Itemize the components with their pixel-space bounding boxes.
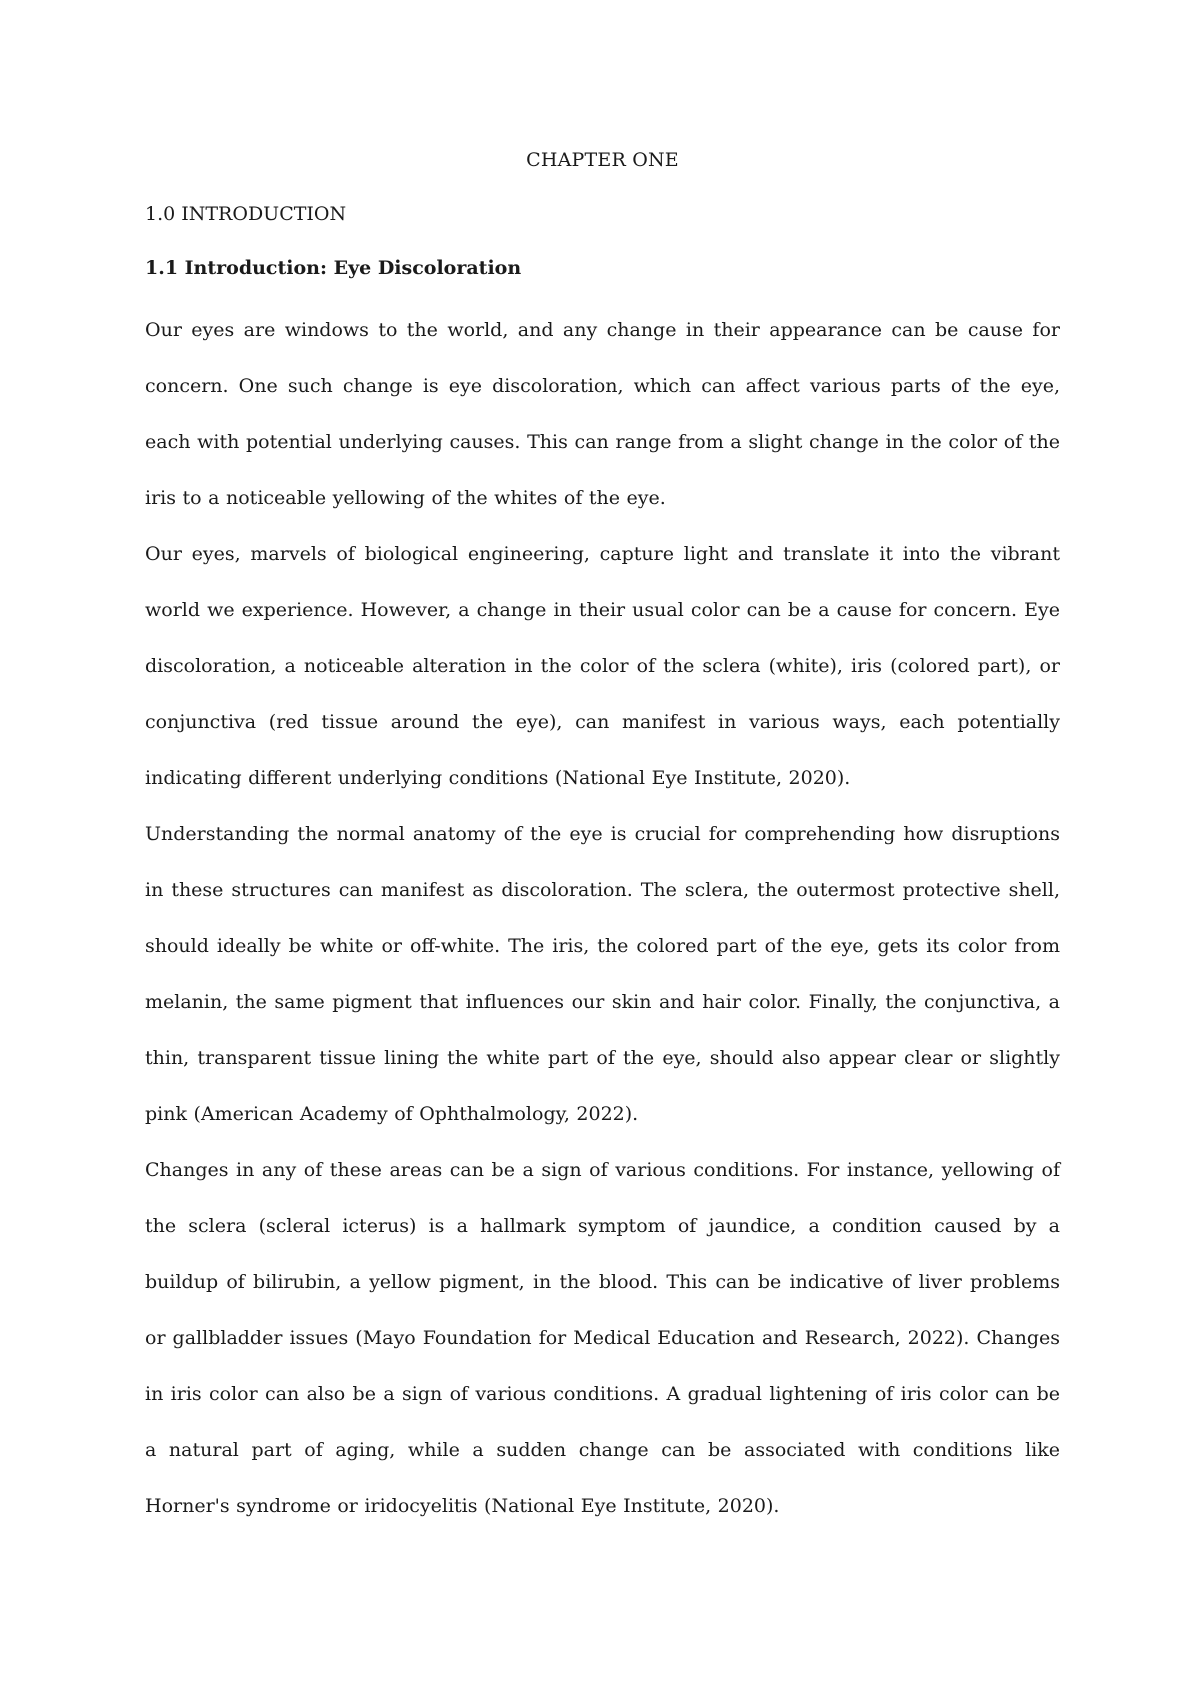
subsection-heading: 1.1 Introduction: Eye Discoloration [145, 257, 522, 279]
document-body [145, 140, 1060, 1534]
body-paragraph: Understanding the normal anatomy of the eye is crucial for comprehending how disruptions in these structures can manifest as discoloration. The sclera, the outermost protective shell, should ideally be white or off-white. The iris, the colored part of the eye, gets its color from melanin, the same pigment that influences our skin and hair color. Finally, the conjunctiva, a thin, transparent tissue lining the white part of the eye, should also appear clear or slightly pink (American Academy of Ophthalmology, 2022). [145, 823, 1060, 1125]
chapter-title: CHAPTER ONE [526, 149, 679, 171]
body-paragraph: Our eyes are windows to the world, and any change in their appearance can be cause for concern. One such change is eye discoloration, which can affect various parts of the eye, each with potential underlying causes. This can range from a slight change in the color of the iris to a noticeable yellowing of the whites of the eye. [145, 319, 1060, 509]
body-paragraph: Changes in any of these areas can be a sign of various conditions. For instance, yellowing of the sclera (scleral icterus) is a hallmark symptom of jaundice, a condition caused by a buildup of bilirubin, a yellow pigment, in the blood. This can be indicative of liver problems or gallbladder issues (Mayo Foundation for Medical Education and Research, 2022). Changes in iris color can also be a sign of various conditions. A gradual lightening of iris color can be a natural part of aging, while a sudden change can be associated with conditions like Horner's syndrome or iridocyelitis (National Eye Institute, 2020). [145, 1159, 1060, 1517]
section-heading: 1.0 INTRODUCTION [145, 203, 347, 225]
body-paragraph: Our eyes, marvels of biological engineering, capture light and translate it into the vibrant world we experience. However, a change in their usual color can be a cause for concern. Eye discoloration, a noticeable alteration in the color of the sclera (white), iris (colored part), or conjunctiva (red tissue around the eye), can manifest in various ways, each potentially indicating different underlying conditions (National Eye Institute, 2020). [145, 543, 1060, 789]
